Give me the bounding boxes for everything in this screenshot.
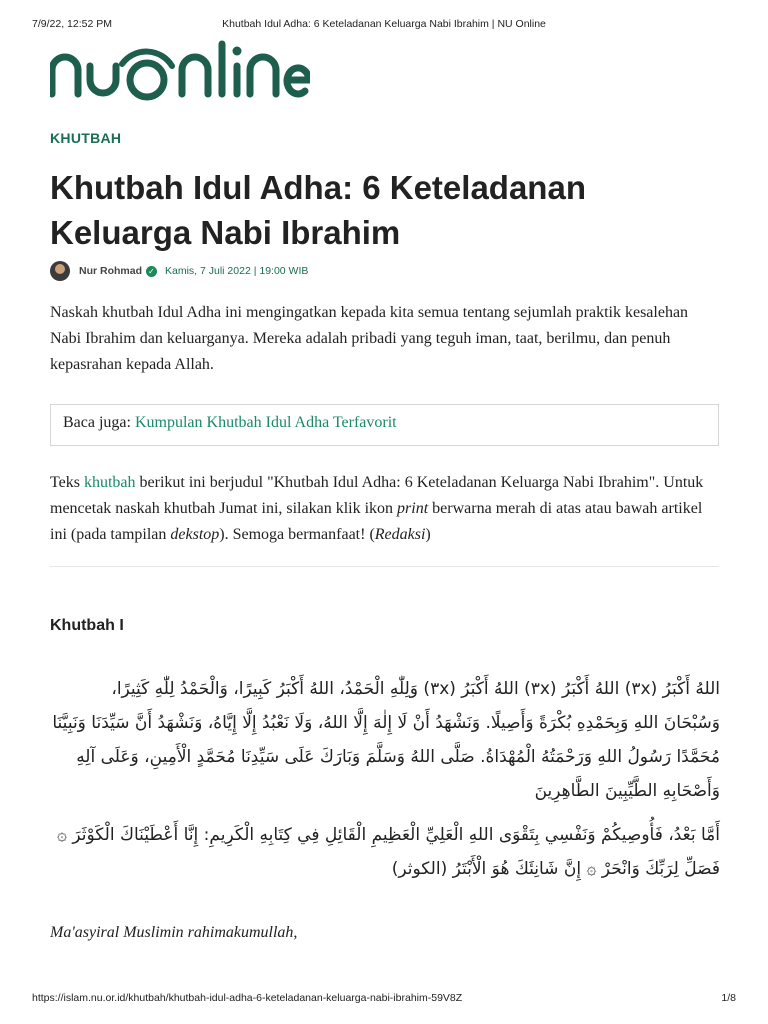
publish-date: Kamis, 7 Juli 2022 | 19:00 WIB	[165, 265, 309, 277]
arabic-paragraph-1: اللهُ أَكْبَرُ (٣x) اللهُ أَكْبَرُ (٣x) اللهُ أَكْبَرُ (٣x) وَلِلّٰهِ الْحَمْدُ، اللهُ أَكْبَرُ كَبِيرًا، وَالْحَمْدُ لِلّٰهِ كَثِيرًا، وَسُبْحَانَ اللهِ وَبِحَمْدِهِ بُكْرَةً وَأَصِيلًا. وَنَشْهَدُ أَنْ لَا إِلٰهَ إِلَّا اللهُ، وَلَا نَعْبُدُ إِلَّا إِيَّاهُ، وَنَشْهَدُ أَنَّ سَيِّدَنَا وَنَبِيَّنَا مُحَمَّدًا رَسُولُ اللهِ وَرَحْمَتُهُ الْمُهْدَاةُ. صَلَّى اللهُ وَسَلَّمَ وَبَارَكَ عَلَى سَيِّدِنَا مُحَمَّدٍ الْأَمِينِ، وَعَلَى آلِهِ وَأَصْحَابِهِ الطَّيِّبِينَ الطَّاهِرِينَ	[52, 679, 720, 801]
logo-n2	[182, 57, 208, 94]
arabic-paragraph-2: أَمَّا بَعْدُ، فَأُوصِيكُمْ وَنَفْسِي بِتَقْوَى اللهِ الْعَلِيِّ الْعَظِيمِ الْقَائِلِ فِي كِتَابِهِ الْكَرِيمِ: إِنَّا أَعْطَيْنَاكَ الْكَوْثَرَ ۞ فَصَلِّ لِرَبِّكَ وَانْحَرْ ۞ إِنَّ شَانِئَكَ هُوَ الْأَبْتَرُ (الكوثر)	[57, 825, 720, 879]
print-page-title: Khutbah Idul Adha: 6 Keteladanan Keluarga Nabi Ibrahim | NU Online	[222, 18, 546, 30]
baca-juga-link[interactable]: Kumpulan Khutbah Idul Adha Terfavorit	[134, 414, 397, 431]
section-divider	[50, 566, 719, 567]
khutbah-link[interactable]: khutbah	[83, 474, 136, 491]
intro-text-3: berwarna merah di atas atau bawah artikel ini (pada tampilan	[50, 500, 703, 543]
article-lead: Naskah khutbah Idul Adha ini mengingatkan kepada kita semua tentang sejumlah praktik kesalehan Nabi Ibrahim dan keluarganya. Mereka adalah pribadi yang teguh iman, taat, berilmu, dan penuh kepasrahan kepada Allah.	[50, 304, 689, 373]
verified-check-icon: ✓	[146, 266, 157, 277]
print-datetime: 7/9/22, 12:52 PM	[32, 18, 112, 30]
intro-text-4: ). Semoga bermanfaat! (	[219, 526, 375, 543]
intro-em-print: print	[397, 500, 429, 517]
article-intro	[50, 470, 720, 548]
logo-o	[130, 63, 164, 97]
author-avatar[interactable]	[50, 261, 70, 281]
logo-n3	[250, 57, 276, 94]
logo-u	[90, 66, 116, 93]
intro-text-2: berikut ini berjudul "Khutbah Idul Adha: 6 Keteladanan Keluarga Nabi Ibrahim". Untuk mencetak naskah khutbah Jumat ini, silakan klik ikon	[50, 474, 704, 517]
article-byline	[50, 260, 308, 282]
article-category[interactable]: KHUTBAH	[50, 130, 122, 146]
author-name[interactable]: Nur Rohmad	[79, 265, 142, 277]
logo-n	[52, 57, 78, 94]
nu-online-logo[interactable]	[50, 38, 310, 104]
print-footer	[32, 992, 736, 1006]
baca-juga-box	[50, 404, 719, 446]
intro-em-redaksi: Redaksi	[374, 526, 426, 543]
salutation: Ma'asyiral Muslimin rahimakumullah,	[50, 924, 298, 941]
baca-juga-label: Baca juga:	[63, 414, 131, 431]
intro-text-1: Teks	[50, 474, 84, 491]
print-header	[32, 18, 736, 32]
logo-i-dot	[233, 47, 242, 56]
logo-e	[287, 68, 309, 94]
section-heading: Khutbah I	[50, 617, 124, 634]
intro-text-5: )	[425, 526, 431, 543]
intro-em-dekstop: dekstop	[170, 526, 220, 543]
article-title: Khutbah Idul Adha: 6 Keteladanan Keluarga Nabi Ibrahim	[50, 169, 586, 251]
print-url: https://islam.nu.or.id/khutbah/khutbah-idul-adha-6-keteladanan-keluarga-nabi-ibrahim-59V8Z	[32, 992, 463, 1004]
print-page-number: 1/8	[721, 992, 736, 1004]
